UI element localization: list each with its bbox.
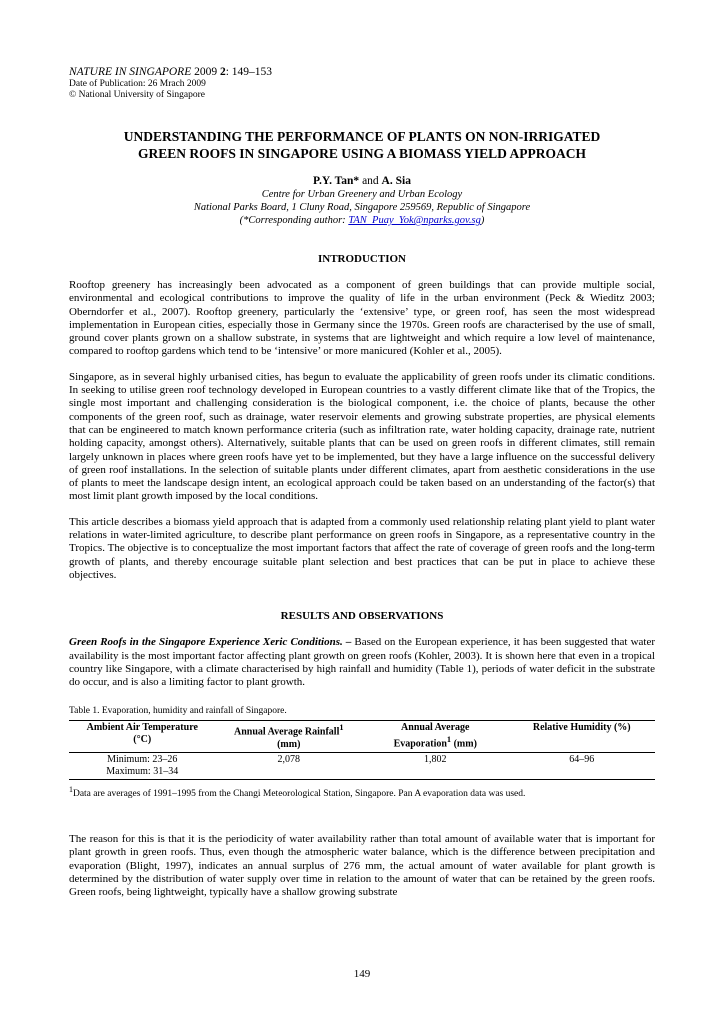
journal-pages: : 149–153 — [225, 66, 273, 78]
climate-table — [69, 720, 655, 779]
table-footnote: $^1$Data are averages of 1991–1995 from the Changi Meteorological Station, Singapore. Pan A evaporation data was used. — [69, 784, 526, 799]
table-caption: Table 1. Evaporation, humidity and rainfall of Singapore. — [69, 706, 287, 717]
page-number: 149 — [353, 968, 371, 980]
citation-line — [69, 66, 655, 79]
author-block — [69, 175, 655, 227]
table-row — [69, 752, 655, 779]
paper-page — [69, 66, 655, 899]
author-1: P.Y. Tan* — [313, 175, 360, 187]
author-and: and — [359, 175, 382, 187]
header-humidity: Relative Humidity (%) — [532, 722, 631, 734]
journal-name: NATURE IN SINGAPORE — [69, 66, 192, 78]
results-lead-phrase: Green Roofs in the Singapore Experience Xeric Conditions. – — [69, 636, 352, 649]
results-heading: RESULTS AND OBSERVATIONS — [280, 610, 444, 623]
author-email-link[interactable]: TAN_Puay_Yok@nparks.gov.sg — [348, 215, 481, 226]
journal-volume: 2 — [219, 66, 226, 78]
results-paragraph-1-text: Based on the European experience, it has been suggested that water availability is the most important factor affecting plant growth on green roofs (Kohler, 2003). It is shown here that even in a tropical country like Singapore, with a climate characterised by high rainfall and humidity (Table 1), periods of water deficit in the substrate do occur, and is also a limiting factor to plant growth. — [69, 636, 655, 689]
journal-header — [69, 66, 655, 101]
cell-humidity: 64–96 — [569, 753, 595, 765]
publication-date: Date of Publication: 26 Mrach 2009 — [69, 79, 206, 89]
corresponding-author — [69, 214, 655, 227]
intro-paragraph-1: Rooftop greenery has increasingly been advocated as a component of green buildings that can provide multiple social, environmental and ecological contributions to improve the quality of life in the urban environment (Peck & Wieditz 2003; Oberndorfer et al., 2007). Rooftop greenery, particularly the ‘extensive’ type, or green roof, has seen the most widespread implementation in European cities, especially those in Germany since the 1970s. Green roofs are characterised by the use of small, ground cover plants grown on a shallow substrate, in systems that are lightweight and which require a low level of maintenance, compared to rooftop gardens which tend to be ‘intensive’ or more manicured (Kohler et al., 2005). — [69, 279, 655, 358]
affiliation-2: National Parks Board, 1 Cluny Road, Singapore 259569, Republic of Singapore — [193, 202, 531, 213]
header-rainfall: Annual Average Rainfall$^1$ (mm) — [233, 723, 344, 750]
author-2: A. Sia — [381, 175, 411, 187]
intro-paragraph-2: Singapore, as in several highly urbanised cities, has begun to evaluate the applicability of green roofs under its climatic conditions. In seeking to utilise green roof technology developed in European countries to a vastly different climate like that of the Tropics, the single most important and challenging consideration is the biological component, i.e. the choice of plants, because the other components of the green roof, such as drainage, water reservoir elements and growing substrate properties, are physical elements that can be engineered to match known performance criteria (such as infiltration rate, water holding capacity, drainage rate, nutrient holding capacity, amongst others). Alternatively, suitable plants that can be used on green roofs in different climates, still remain largely unknown in places where green roofs have yet to be implemented, but they have a large influence on the successful delivery of green roof installations. In the selection of suitable plants under different climates, apart from aesthetic considerations in the use of plants to meet the landscape design intent, an ecological approach could be taken based on an understanding of the factor(s) that most limit plant growth imposed by the local conditions. — [69, 370, 655, 503]
table-header-row — [69, 721, 655, 752]
cell-temperature: Minimum: 23–26 Maximum: 31–34 — [106, 753, 179, 777]
header-evaporation: Annual Average Evaporation$^1$ (mm) — [393, 722, 477, 750]
header-temperature: Ambient Air Temperature (°C) — [86, 722, 198, 746]
author-names — [69, 175, 655, 188]
corresponding-suffix: ) — [480, 215, 485, 226]
intro-paragraph-3: This article describes a biomass yield approach that is adapted from a commonly used relationship relating plant yield to plant water relations in water-limited agriculture, to describe plant performance on green roofs in Singapore, as a representative country in the Tropics. The objective is to conceptualize the most important factors that affect the rate of coverage of green roofs and the long-term growth of plants, and thereby encourage suitable plant selection and best practices that can be put in place to achieve these objectives. — [69, 515, 655, 581]
results-paragraph-2: The reason for this is that it is the periodicity of water availability rather than total amount of available water that is important for plant growth in green roofs. Thus, even though the atmospheric water balance, which is the difference between precipitation and evaporation (Blight, 1997), indicates an annual surplus of 276 mm, the actual amount of water available for plant growth is determined by the distribution of water supply over time in relation to the amount of water that can be retained by the green roofs. Green roofs, being lightweight, typically have a shallow growing substrate — [69, 832, 655, 899]
paper-title — [69, 128, 655, 162]
introduction-heading: INTRODUCTION — [317, 253, 406, 265]
journal-year: 2009 — [194, 66, 218, 78]
title-line-2: GREEN ROOFS IN SINGAPORE USING A BIOMASS YIELD APPROACH — [137, 146, 587, 161]
corresponding-prefix: (*Corresponding author: — [239, 215, 349, 226]
affiliation-1: Centre for Urban Greenery and Urban Ecology — [261, 189, 463, 200]
cell-rainfall: 2,078 — [277, 753, 300, 765]
results-paragraph-1 — [69, 636, 655, 689]
copyright-line: © National University of Singapore — [69, 90, 205, 100]
cell-evaporation: 1,802 — [424, 753, 447, 765]
title-line-1: UNDERSTANDING THE PERFORMANCE OF PLANTS ON NON-IRRIGATED — [123, 129, 601, 144]
